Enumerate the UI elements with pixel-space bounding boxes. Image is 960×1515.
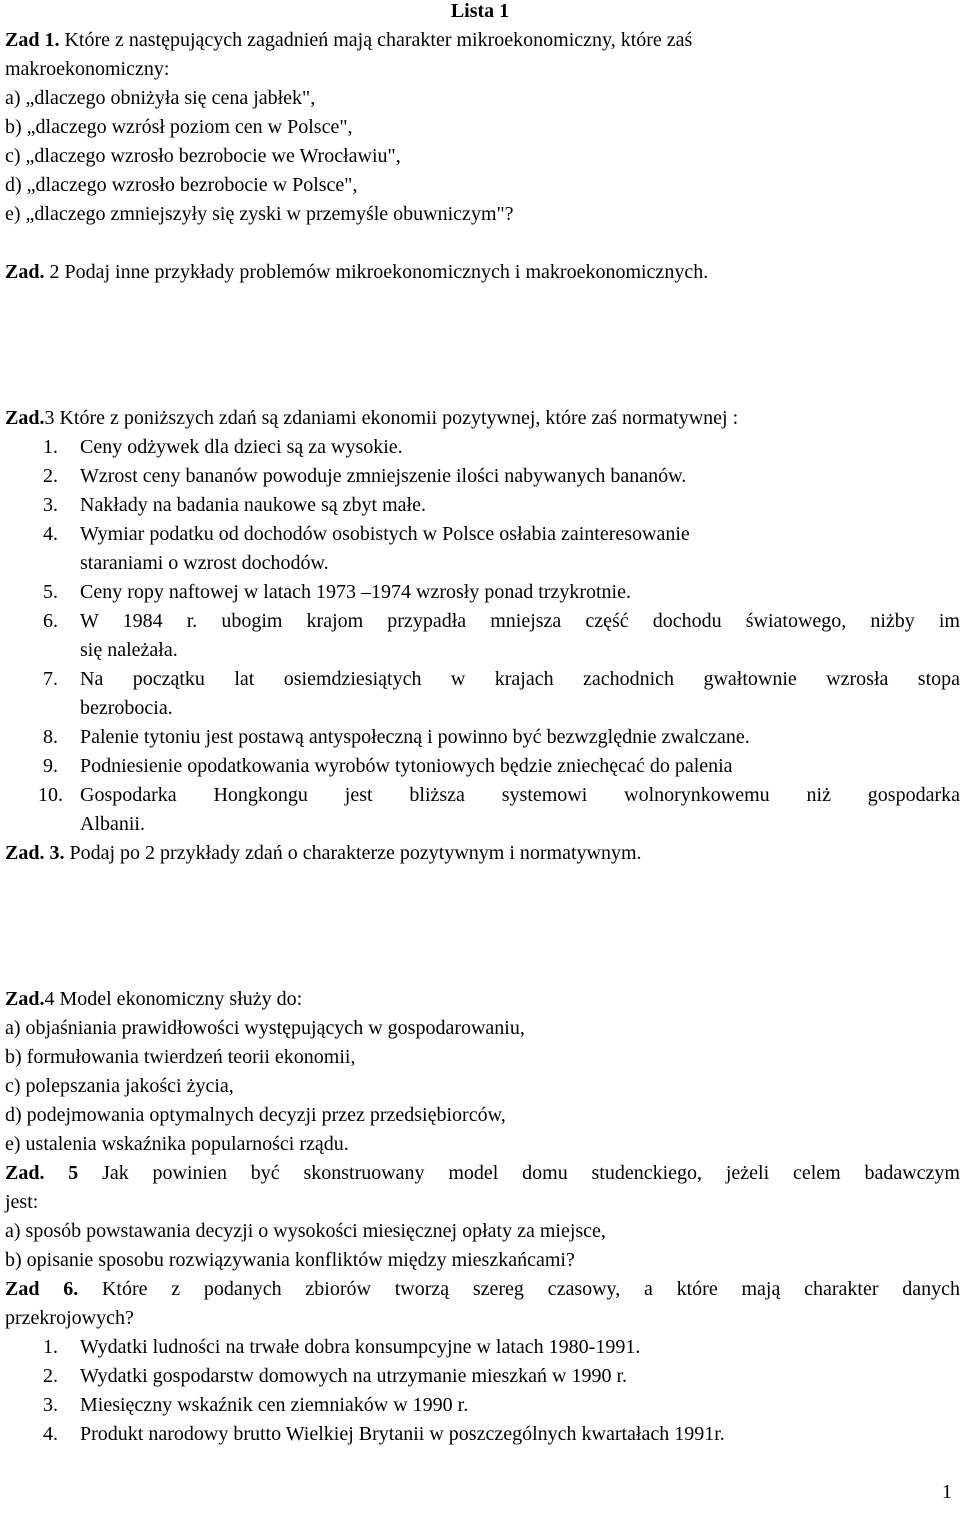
- item-text: Wzrost ceny bananów powoduje zmniejszenie ilości nabywanych bananów.: [80, 465, 687, 487]
- item-number: 2.: [43, 465, 58, 487]
- zad5: [5, 1159, 960, 1188]
- item-number: 7.: [43, 668, 58, 690]
- zad4-item-e: e) ustalenia wskaźnika popularności rządu.: [5, 1133, 349, 1155]
- zad1-intro: [5, 26, 960, 55]
- page-number: 1: [942, 1481, 952, 1503]
- zad6-label: Zad 6.: [5, 1278, 79, 1300]
- item-text: Palenie tytoniu jest postawą antyspołeczną i powinno być bezwzględnie zwalczane.: [80, 726, 750, 748]
- item-number: 9.: [43, 755, 58, 777]
- zad5-line: [5, 1159, 960, 1188]
- zad5-item-b: b) opisanie sposobu rozwiązywania konfliktów między mieszkańcami?: [5, 1249, 575, 1271]
- item-number: 6.: [43, 610, 58, 632]
- item-text: W 1984 r. ubogim krajom przypadła mniejsza część dochodu światowego, niżby im: [80, 610, 960, 632]
- item-number: 1.: [43, 1336, 58, 1358]
- item-number: 5.: [43, 581, 58, 603]
- zad1-label: Zad 1.: [5, 29, 60, 51]
- item-number: 4.: [43, 523, 58, 545]
- item-text-wrap: [80, 607, 960, 636]
- zad3-label: Zad.: [5, 407, 45, 429]
- item-number: 2.: [43, 1365, 58, 1387]
- item-text: Miesięczny wskaźnik cen ziemniaków w 1990 r.: [80, 1394, 469, 1416]
- zad3-text: 3 Które z poniższych zdań są zdaniami ekonomii pozytywnej, które zaś normatywnej :: [44, 407, 739, 429]
- zad6: [5, 1275, 960, 1304]
- item-text-cont: staraniami o wzrost dochodów.: [80, 552, 329, 574]
- zad3b-text: Podaj po 2 przykłady zdań o charakterze pozytywnym i normatywnym.: [64, 842, 642, 864]
- item-text-wrap: [80, 665, 960, 694]
- zad6-line: [5, 1275, 960, 1304]
- item-text: Wydatki ludności na trwałe dobra konsumpcyjne w latach 1980-1991.: [80, 1336, 641, 1358]
- item-number: 3.: [43, 494, 58, 516]
- item-number: 3.: [43, 1394, 58, 1416]
- item-text: Na początku lat osiemdziesiątych w krajach zachodnich gwałtownie wzrosła stopa: [80, 668, 960, 690]
- zad3b-label: Zad. 3.: [5, 842, 65, 864]
- zad2: [5, 258, 960, 287]
- item-text-cont: się należała.: [80, 639, 178, 661]
- item-number: 1.: [43, 436, 58, 458]
- item-text-cont: bezrobocia.: [80, 697, 173, 719]
- zad2-text: 2 Podaj inne przykłady problemów mikroekonomicznych i makroekonomicznych.: [44, 261, 709, 283]
- zad1-item-a: a) „dlaczego obniżyła się cena jabłek",: [5, 87, 316, 109]
- zad2-label: Zad.: [5, 261, 45, 283]
- zad5-item-a: a) sposób powstawania decyzji o wysokości miesięcznej opłaty za miejsce,: [5, 1220, 606, 1242]
- item-number: 10.: [38, 784, 63, 806]
- zad1-item-e: e) „dlaczego zmniejszyły się zyski w przemyśle obuwniczym"?: [5, 203, 514, 225]
- zad4-item-a: a) objaśniania prawidłowości występujących w gospodarowaniu,: [5, 1017, 525, 1039]
- zad4-label: Zad.: [5, 988, 45, 1010]
- page-title: Lista 1: [450, 0, 510, 22]
- item-number: 8.: [43, 726, 58, 748]
- item-number: 4.: [43, 1423, 58, 1445]
- zad6-text: Które z podanych zbiorów tworzą szereg czasowy, a które mają charakter danych: [78, 1278, 960, 1300]
- zad4-text: 4 Model ekonomiczny służy do:: [44, 988, 303, 1010]
- zad5-label: Zad. 5: [5, 1162, 79, 1184]
- zad1-item-d: d) „dlaczego wzrosło bezrobocie w Polsce",: [5, 174, 358, 196]
- item-text: Nakłady na badania naukowe są zbyt małe.: [80, 494, 426, 516]
- item-text-wrap: [80, 781, 960, 810]
- zad5-cont: jest:: [5, 1191, 39, 1213]
- zad1-item-c: c) „dlaczego wzrosło bezrobocie we Wrocławiu",: [5, 145, 401, 167]
- item-text: Ceny odżywek dla dzieci są za wysokie.: [80, 436, 403, 458]
- item-text: Wymiar podatku od dochodów osobistych w Polsce osłabia zainteresowanie: [80, 523, 690, 545]
- zad6-cont: przekrojowych?: [5, 1307, 134, 1329]
- zad4-item-c: c) polepszania jakości życia,: [5, 1075, 234, 1097]
- zad5-text: Jak powinien być skonstruowany model domu studenckiego, jeżeli celem badawczym: [78, 1162, 960, 1184]
- item-text: Wydatki gospodarstw domowych na utrzymanie mieszkań w 1990 r.: [80, 1365, 628, 1387]
- item-text: Gospodarka Hongkongu jest bliższa systemowi wolnorynkowemu niż gospodarka: [80, 784, 960, 806]
- item-text: Podniesienie opodatkowania wyrobów tytoniowych będzie zniechęcać do palenia: [80, 755, 733, 777]
- item-text-cont: Albanii.: [80, 813, 145, 835]
- zad1-item-b: b) „dlaczego wzrósł poziom cen w Polsce",: [5, 116, 353, 138]
- zad4-item-b: b) formułowania twierdzeń teorii ekonomii,: [5, 1046, 356, 1068]
- zad3b: [5, 839, 960, 868]
- zad4-item-d: d) podejmowania optymalnych decyzji przez przedsiębiorców,: [5, 1104, 506, 1126]
- item-text: Produkt narodowy brutto Wielkiej Brytanii w poszczególnych kwartałach 1991r.: [80, 1423, 725, 1445]
- zad1-intro-cont: makroekonomiczny:: [5, 58, 170, 80]
- zad1-intro-text: Które z następujących zagadnień mają charakter mikroekonomiczny, które zaś: [59, 29, 693, 51]
- zad4: [5, 985, 960, 1014]
- item-text: Ceny ropy naftowej w latach 1973 –1974 wzrosły ponad trzykrotnie.: [80, 581, 631, 603]
- zad3: [5, 404, 960, 433]
